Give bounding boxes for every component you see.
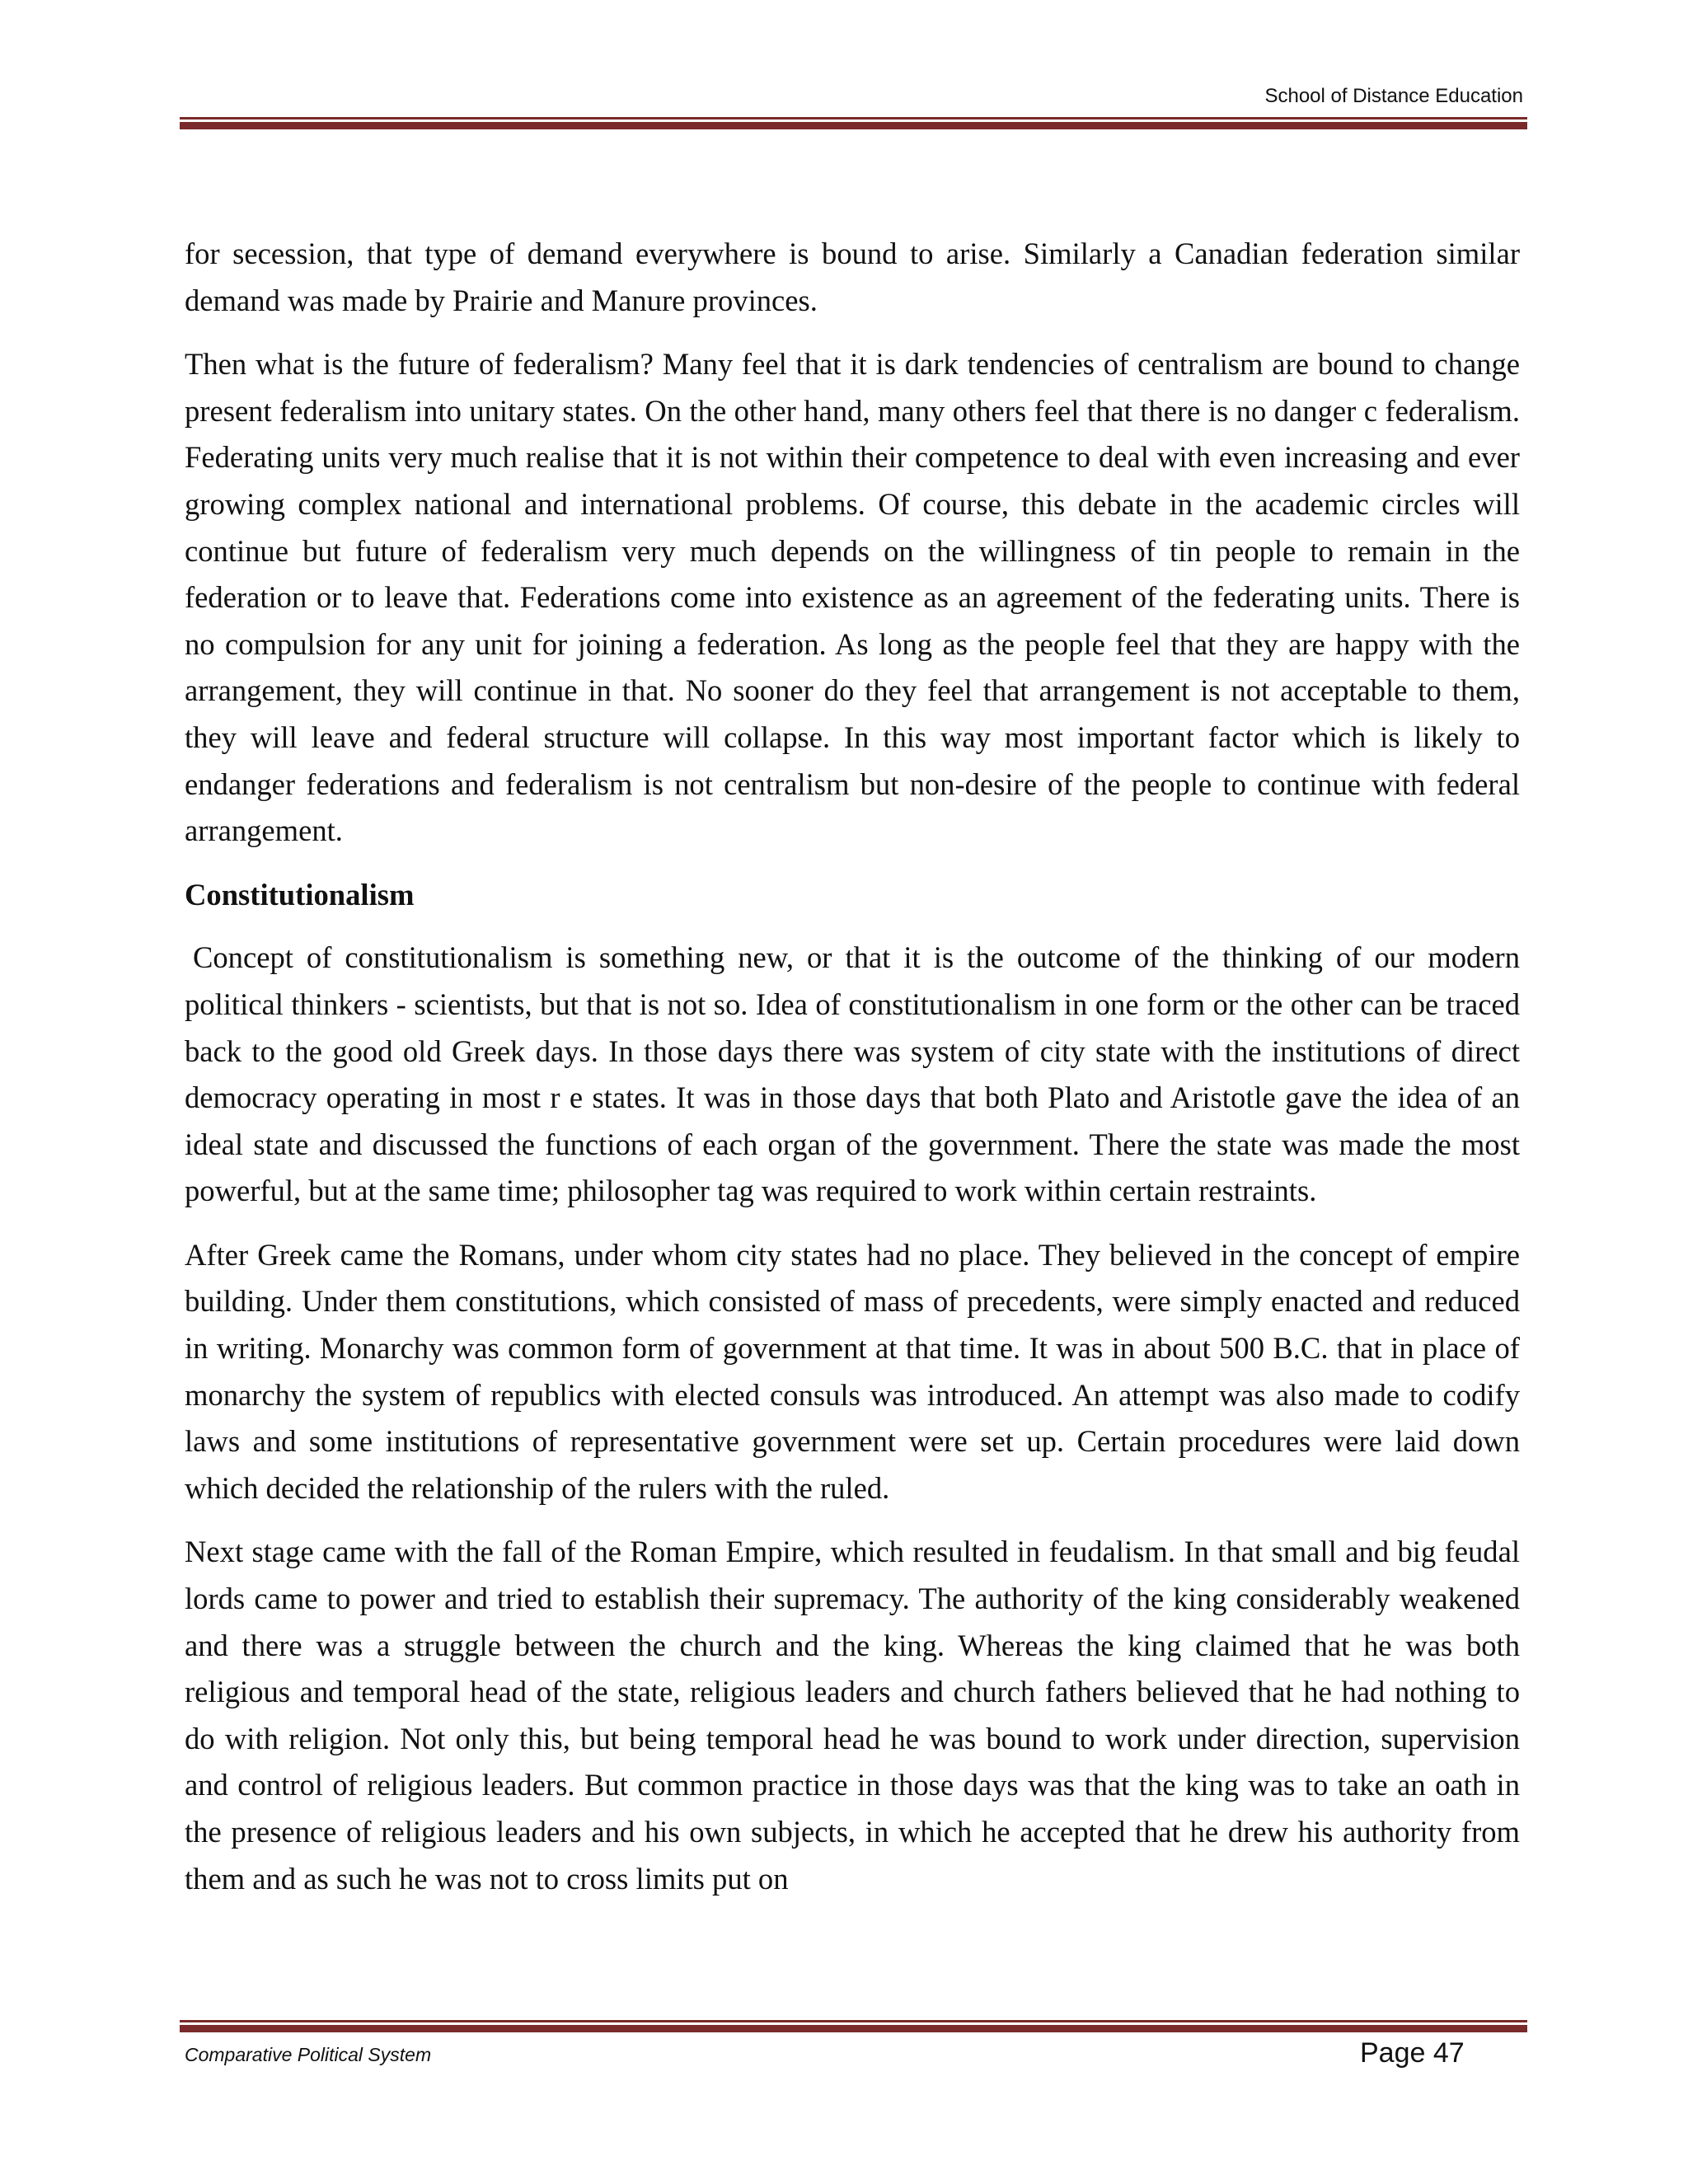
paragraph-secession: for secession, that type of demand everywhere is bound to arise. Similarly a Canadian federation similar demand was made by Prairie and Manure provinces. [185, 237, 1520, 317]
page-body [185, 231, 1520, 1919]
header-title: School of Distance Education [1264, 85, 1523, 107]
section-heading-constitutionalism: Constitutionalism [185, 877, 415, 912]
paragraph-concept-of-constitutionalism: Concept of constitutionalism is something new, or that it is the outcome of the thinking of our modern political thinkers - scientists, but that is not so. Idea of constitutionalism in one form or the other can be traced back to the good old Greek days. In those days there was system of city state with the institutions of direct democracy operating in most r e states. It was in those days that both Plato and Aristotle gave the idea of an ideal state and discussed the functions of each organ of the government. There the state was made the most powerful, but at the same time; philosopher tag was required to work within certain restraints. [185, 940, 1520, 1208]
paragraph-future-of-federalism: Then what is the future of federalism? Many feel that it is dark tendencies of centralism are bound to change present federalism into unitary states. On the other hand, many others feel that there is no danger c federalism. Federating units very much realise that it is not within their competence to deal with even increasing and ever growing complex national and international problems. Of course, this debate in the academic circles will continue but future of federalism very much depends on the willingness of tin people to remain in the federation or to leave that. Federations come into existence as an agreement of the federating units. There is no compulsion for any unit for joining a federation. As long as the people feel that they are happy with the arrangement, they will continue in that. No sooner do they feel that arrangement is not acceptable to them, they will leave and federal structure will collapse. In this way most important factor which is likely to endanger federations and federalism is not centralism but non-desire of the people to continue with federal arrangement. [185, 347, 1520, 848]
paragraph-romans: After Greek came the Romans, under whom city states had no place. They believed in the concept of empire building. Under them constitutions, which consisted of mass of precedents, were simply enacted and reduced in writing. Monarchy was common form of government at that time. It was in about 500 B.C. that in place of monarchy the system of republics with elected consuls was introduced. An attempt was also made to codify laws and some institutions of representative government were set up. Certain procedures were laid down which decided the relationship of the rulers with the ruled. [185, 1237, 1520, 1505]
header-divider [180, 117, 1527, 129]
page-number: Page 47 [1360, 2037, 1465, 2069]
footer-course-title: Comparative Political System [185, 2044, 432, 2065]
paragraph-feudalism: Next stage came with the fall of the Roman Empire, which resulted in feudalism. In that small and big feudal lords came to power and tried to establish their supremacy. The authority of the king considerably weakened and there was a struggle between the church and the king. Whereas the king claimed that he was both religious and temporal head of the state, religious leaders and church fathers believed that he had nothing to do with religion. Not only this, but being temporal head he was bound to work under direction, supervision and control of religious leaders. But common practice in those days was that the king was to take an oath in the presence of religious leaders and his own subjects, in which he accepted that he drew his authority from them and as such he was not to cross limits put on [185, 1535, 1520, 1896]
footer-divider [180, 2020, 1527, 2032]
